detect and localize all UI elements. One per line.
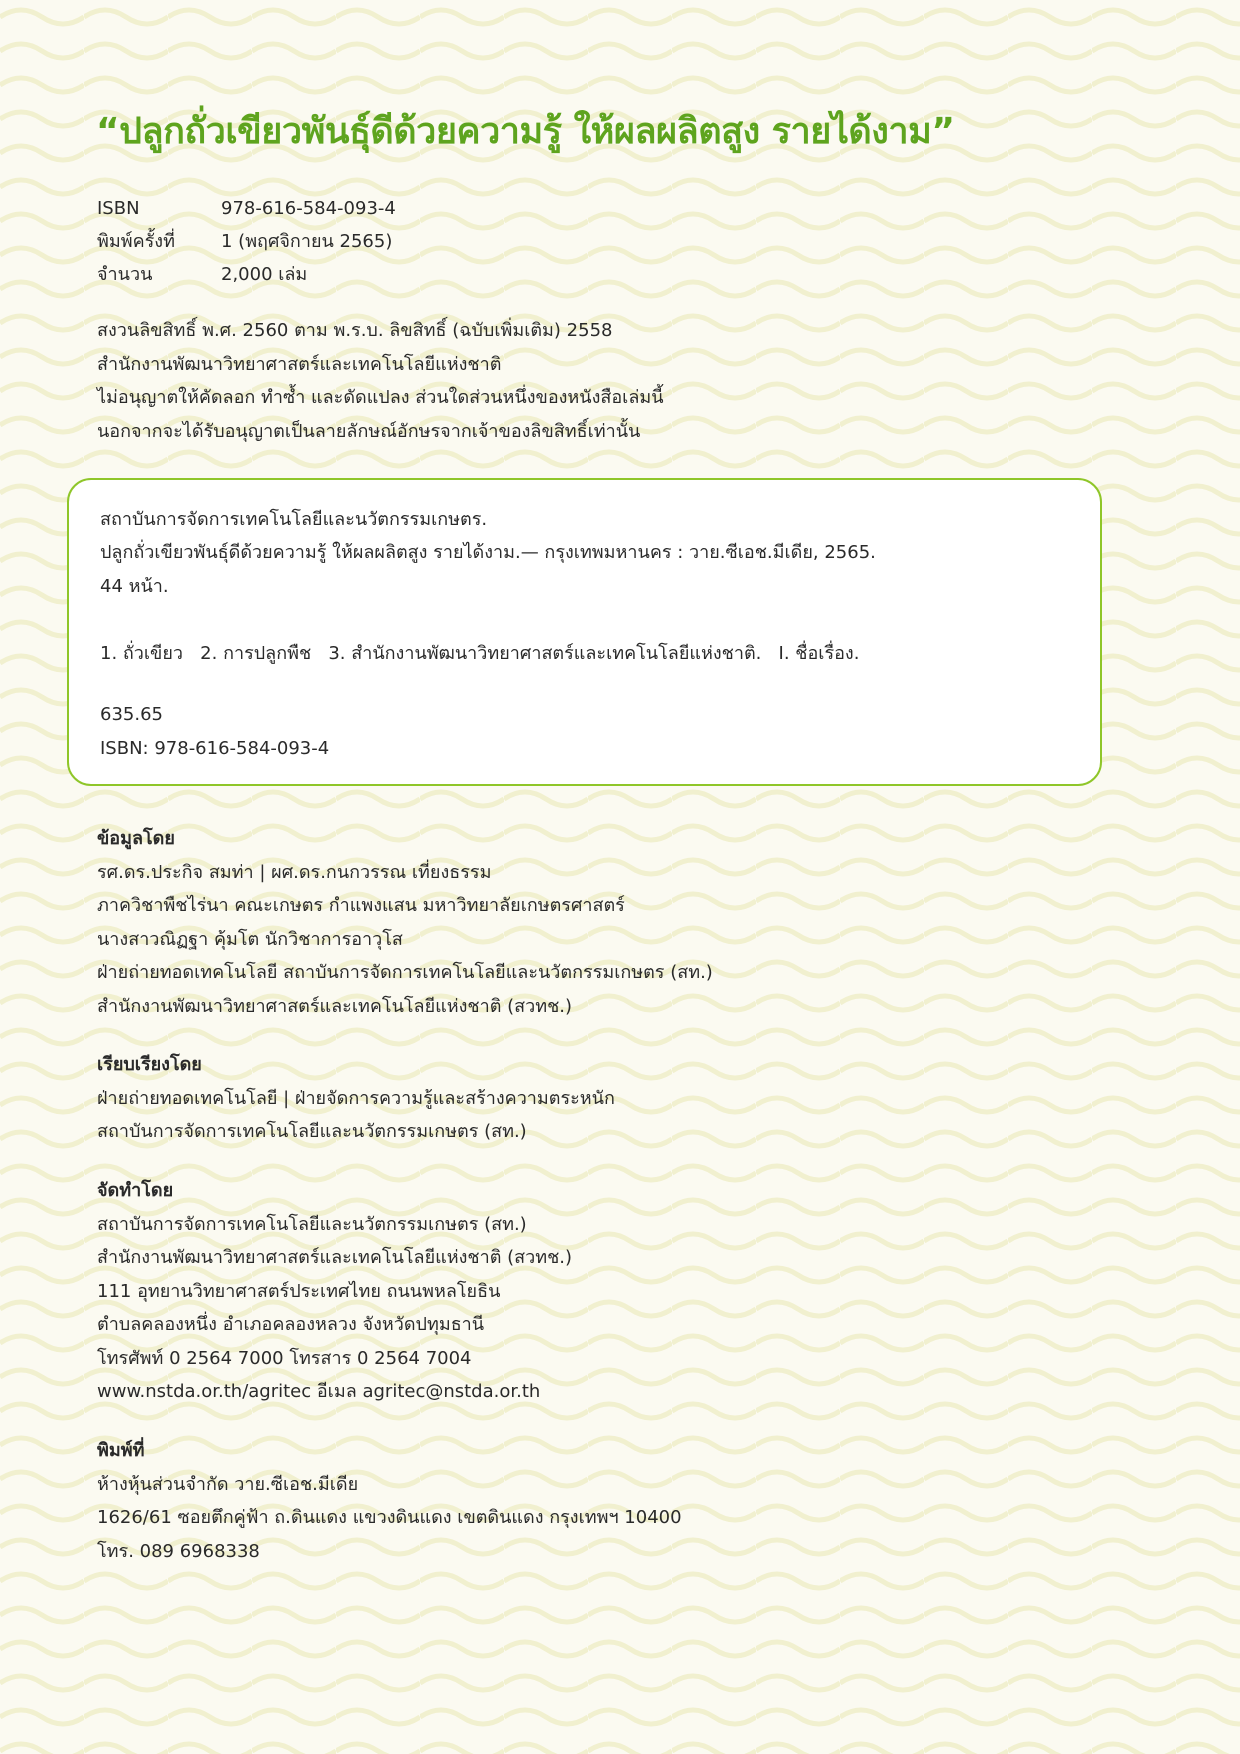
copyright-line: นอกจากจะได้รับอนุญาตเป็นลายลักษณ์อักษรจากเจ้าของลิขสิทธิ์เท่านั้น bbox=[97, 420, 641, 442]
catalog-publication: ปลูกถั่วเขียวพันธุ์ดีด้วยความรู้ ให้ผลผลิตสูง รายได้งาม.— กรุงเทพมหานคร : วาย.ซีเอช.มีเดีย, 2565. bbox=[100, 542, 876, 563]
contact-web-email[interactable]: www.nstda.or.th/agritec อีเมล agritec@nstda.or.th bbox=[97, 1381, 541, 1402]
catalog-pages: 44 หน้า. bbox=[100, 576, 169, 597]
section-heading: เรียบเรียงโดย bbox=[97, 1054, 202, 1075]
section-produced-by bbox=[97, 1174, 1147, 1409]
section-line: สำนักงานพัฒนาวิทยาศาสตร์และเทคโนโลยีแห่งชาติ (สวทช.) bbox=[97, 1247, 573, 1268]
meta-label: พิมพ์ครั้งที่ bbox=[97, 231, 175, 252]
meta-row-isbn bbox=[97, 192, 396, 225]
catalog-isbn: ISBN: 978-616-584-093-4 bbox=[100, 738, 330, 759]
section-line: โทรศัพท์ 0 2564 7000 โทรสาร 0 2564 7004 bbox=[97, 1347, 472, 1369]
copyright-line: ไม่อนุญาตให้คัดลอก ทำซ้ำ และดัดแปลง ส่วนใดส่วนหนึ่งของหนังสือเล่มนี้ bbox=[97, 387, 664, 408]
catalog-author: สถาบันการจัดการเทคโนโลยีและนวัตกรรมเกษตร. bbox=[100, 509, 488, 530]
meta-value: 1 (พฤศจิกายน 2565) bbox=[221, 231, 393, 252]
copyright-notice bbox=[97, 314, 1097, 448]
section-line: 1626/61 ซอยตึกคู่ฟ้า ถ.ดินแดง แขวงดินแดง เขตดินแดง กรุงเทพฯ 10400 bbox=[97, 1507, 682, 1528]
section-line: ห้างหุ้นส่วนจำกัด วาย.ซีเอช.มีเดีย bbox=[97, 1473, 359, 1495]
copyright-line: สำนักงานพัฒนาวิทยาศาสตร์และเทคโนโลยีแห่งชาติ bbox=[97, 353, 502, 375]
meta-label: จำนวน bbox=[97, 264, 153, 285]
publication-meta bbox=[97, 192, 396, 291]
section-printed-by bbox=[97, 1434, 1147, 1568]
catalog-classification: 635.65 bbox=[100, 704, 163, 725]
section-line: สถาบันการจัดการเทคโนโลยีและนวัตกรรมเกษตร (สท.) bbox=[97, 1121, 527, 1142]
cataloging-box bbox=[67, 478, 1102, 786]
section-line: ตำบลคลองหนึ่ง อำเภอคลองหลวง จังหวัดปทุมธานี bbox=[97, 1314, 485, 1335]
section-line: ภาควิชาพืชไร่นา คณะเกษตร กำแพงแสน มหาวิทยาลัยเกษตรศาสตร์ bbox=[97, 895, 625, 916]
copyright-line: สงวนลิขสิทธิ์ พ.ศ. 2560 ตาม พ.ร.บ. ลิขสิทธิ์ (ฉบับเพิ่มเติม) 2558 bbox=[97, 320, 613, 341]
section-line: นางสาวณิฏฐา คุ้มโต นักวิชาการอาวุโส bbox=[97, 928, 403, 950]
section-line: ฝ่ายถ่ายทอดเทคโนโลยี สถาบันการจัดการเทคโนโลยีและนวัตกรรมเกษตร (สท.) bbox=[97, 962, 713, 983]
section-line: สถาบันการจัดการเทคโนโลยีและนวัตกรรมเกษตร (สท.) bbox=[97, 1213, 527, 1235]
page-title: “ปลูกถั่วเขียวพันธุ์ดีด้วยความรู้ ให้ผลผลิตสูง รายได้งาม” bbox=[96, 111, 955, 152]
meta-row-quantity bbox=[97, 258, 396, 291]
section-compiled-by bbox=[97, 1048, 1147, 1149]
meta-value: 978-616-584-093-4 bbox=[221, 198, 396, 219]
meta-value: 2,000 เล่ม bbox=[221, 264, 308, 285]
section-information-by bbox=[97, 822, 1147, 1023]
section-heading: พิมพ์ที่ bbox=[97, 1440, 145, 1461]
section-heading: ข้อมูลโดย bbox=[97, 828, 175, 849]
meta-row-edition bbox=[97, 225, 396, 258]
section-heading: จัดทำโดย bbox=[97, 1180, 174, 1201]
section-line: สำนักงานพัฒนาวิทยาศาสตร์และเทคโนโลยีแห่งชาติ (สวทช.) bbox=[97, 995, 573, 1017]
section-line: รศ.ดร.ประกิจ สมท่า | ผศ.ดร.กนกวรรณ เที่ยงธรรม bbox=[97, 861, 492, 883]
catalog-subjects: 1. ถั่วเขียว 2. การปลูกพืช 3. สำนักงานพัฒนาวิทยาศาสตร์และเทคโนโลยีแห่งชาติ. I. ชื่อเรื่อง. bbox=[100, 643, 860, 664]
meta-label: ISBN bbox=[97, 198, 140, 219]
section-line: โทร. 089 6968338 bbox=[97, 1540, 260, 1562]
section-line: ฝ่ายถ่ายทอดเทคโนโลยี | ฝ่ายจัดการความรู้และสร้างความตระหนัก bbox=[97, 1087, 615, 1109]
section-line: 111 อุทยานวิทยาศาสตร์ประเทศไทย ถนนพหลโยธิน bbox=[97, 1280, 501, 1302]
